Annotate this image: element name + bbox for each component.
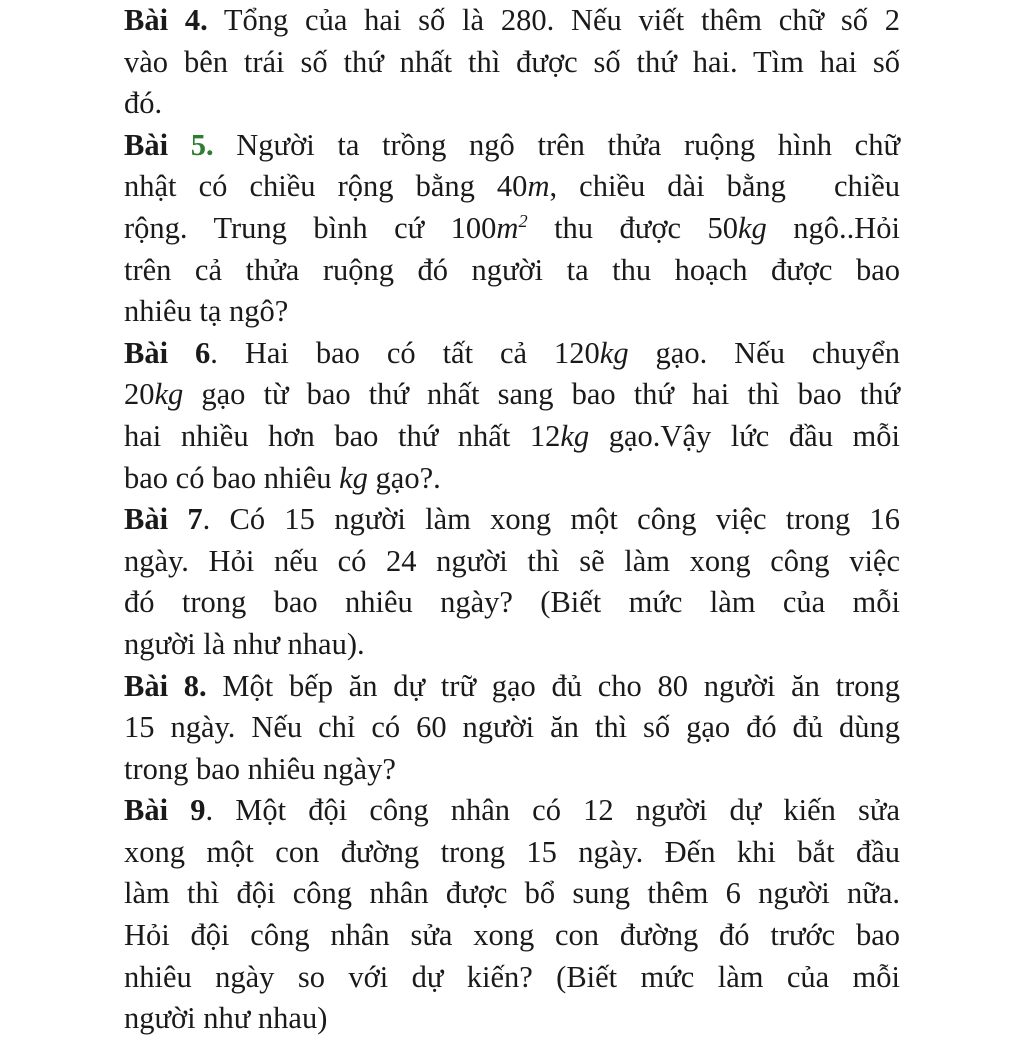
problem-6-line-2: 20kg gạo từ bao thứ nhất sang bao thứ hai thì bao thứ: [124, 377, 900, 412]
problem-5-line-3: rộng. Trung bình cứ $100m^2$ thu được 50kg ngô..Hỏi: [124, 210, 900, 245]
problem-6: [124, 333, 900, 499]
problem-9-line-5: nhiêu ngày so với dự kiến? (Biết mức làm của mỗi: [124, 959, 900, 994]
problem-6-label: Bài 6: [124, 335, 211, 370]
problem-9-line-2: xong một con đường trong 15 ngày. Đến khi bắt đầu: [124, 834, 900, 869]
problem-8-line-2: 15 ngày. Nếu chỉ có 60 người ăn thì số gạo đó đủ dùng: [124, 710, 900, 745]
problem-6-line-3: hai nhiều hơn bao thứ nhất 12kg gạo.Vậy lức đầu mỗi: [124, 418, 900, 453]
problem-7-line-3: đó trong bao nhiêu ngày? (Biết mức làm của mỗi: [124, 585, 900, 620]
problem-8-line-3: trong bao nhiêu ngày?: [124, 751, 396, 786]
problem-9-line-1: Bài 9. Một đội công nhân có 12 người dự kiến sửa: [124, 793, 900, 828]
problem-4: [124, 0, 900, 125]
problem-6-line-1: Bài 6. Hai bao có tất cả 120kg gạo. Nếu chuyển: [124, 335, 900, 370]
document-page: [124, 0, 900, 1040]
problem-5-line-4: trên cả thửa ruộng đó người ta thu hoạch được bao: [124, 252, 900, 287]
problem-4-label: Bài 4.: [124, 3, 208, 37]
problem-8-label: Bài 8.: [124, 668, 207, 703]
problem-9-line-3: làm thì đội công nhân được bổ sung thêm 6 người nữa.: [124, 876, 900, 911]
problem-7-line-1: Bài 7. Có 15 người làm xong một công việc trong 16: [124, 502, 900, 537]
problem-4-line-2: vào bên trái số thứ nhất thì được số thứ hai. Tìm hai số: [124, 44, 900, 79]
problem-8-line-1: Bài 8. Một bếp ăn dự trữ gạo đủ cho 80 người ăn trong: [124, 668, 900, 703]
problem-5-line-5: nhiêu tạ ngô?: [124, 294, 289, 329]
problem-5-label: Bài 5.: [124, 127, 214, 162]
problem-9-line-4: Hỏi đội công nhân sửa xong con đường đó trước bao: [124, 918, 900, 953]
problem-5-number: 5.: [190, 127, 214, 162]
problem-4-line-1: Bài 4. Tổng của hai số là 280. Nếu viết thêm chữ số 2: [124, 3, 900, 37]
problem-9-label: Bài 9: [124, 793, 206, 828]
problem-4-line-3: đó.: [124, 86, 163, 121]
problem-7-label: Bài 7: [124, 502, 203, 537]
problem-8: [124, 666, 900, 791]
problem-5-line-1: Bài 5. Người ta trồng ngô trên thửa ruộng hình chữ: [124, 127, 901, 162]
problem-5-line-2: nhật có chiều rộng bằng 40m, chiều dài bằng chiều: [124, 169, 900, 204]
problem-7: [124, 499, 900, 665]
problem-7-line-4: người là như nhau).: [124, 626, 365, 661]
problem-6-line-4: bao có bao nhiêu kg gạo?.: [124, 460, 441, 495]
problem-9: [124, 790, 900, 1040]
problem-7-line-2: ngày. Hỏi nếu có 24 người thì sẽ làm xong công việc: [124, 543, 900, 578]
problem-9-line-6: người như nhau): [124, 1001, 328, 1036]
problem-5: [124, 125, 900, 333]
